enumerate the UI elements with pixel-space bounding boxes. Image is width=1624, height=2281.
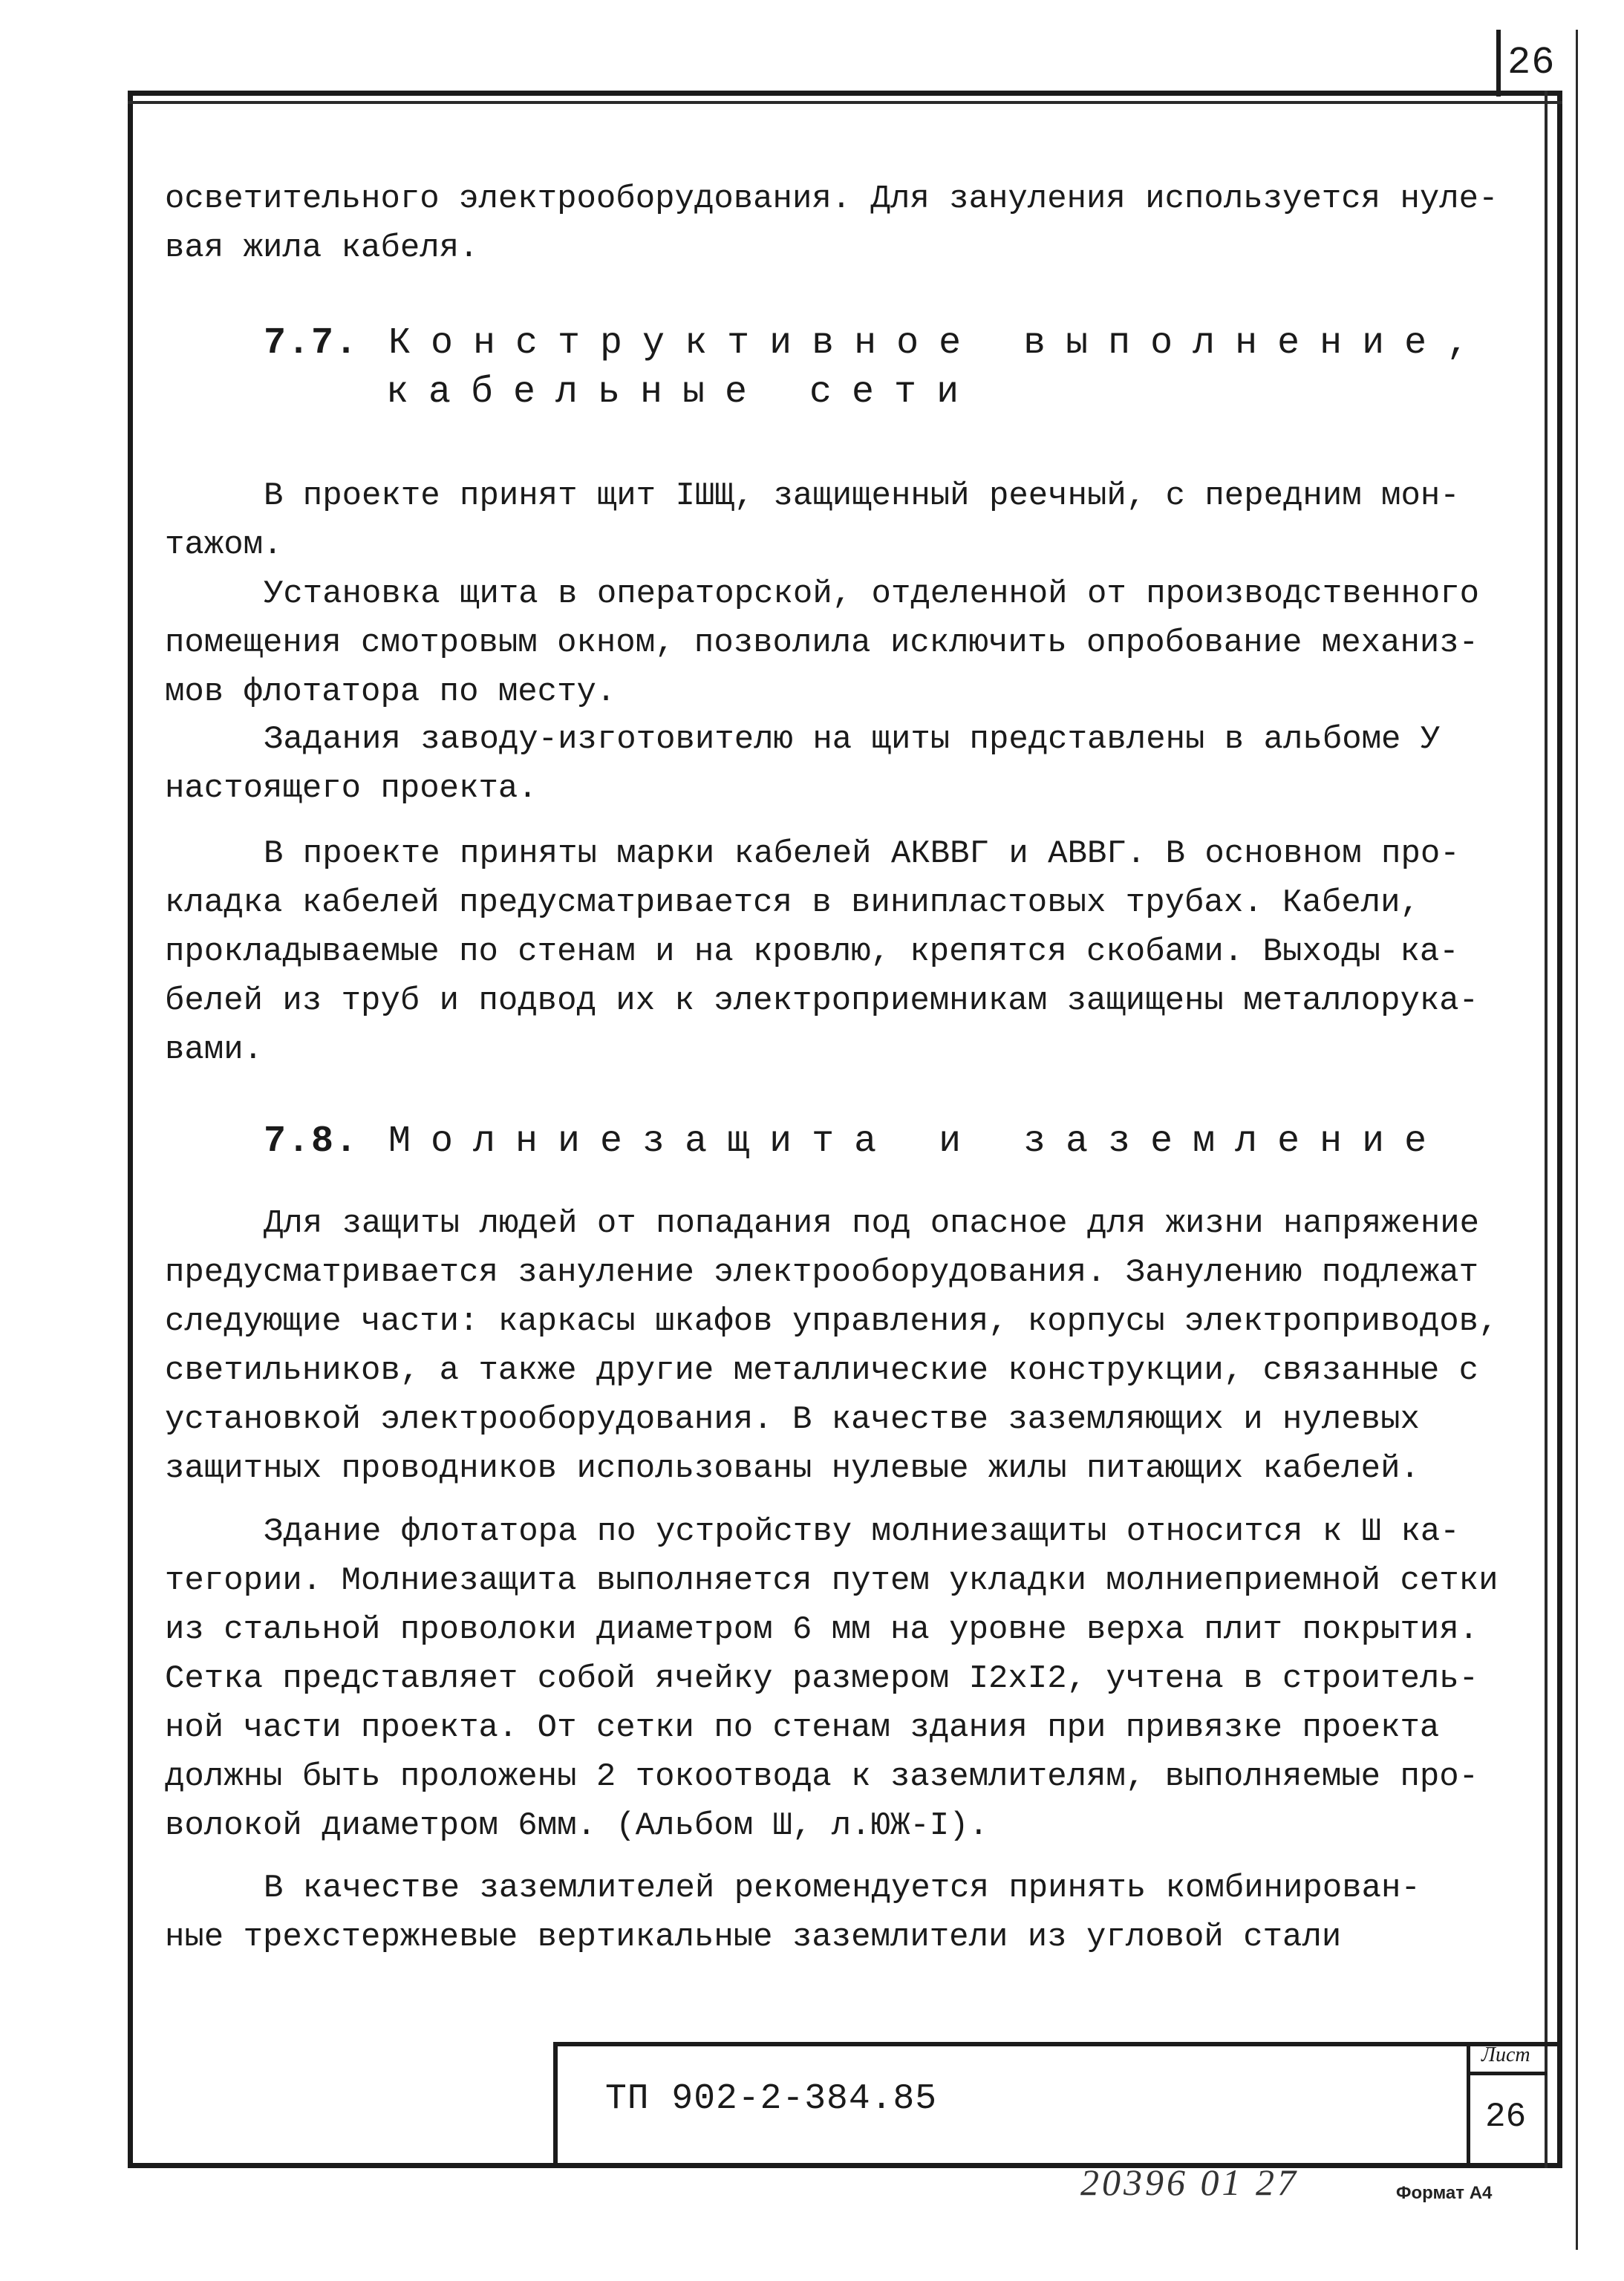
text-line: защитных проводников использованы нулевые жилы питающих кабелей. [165,1450,1420,1487]
paragraph-77-2 [165,570,1531,717]
section-7-7-heading-line2 [386,368,979,417]
text-line: вами. [165,1031,264,1068]
frame-inner-right [1545,91,1548,2168]
section-number: 7.7. [264,322,359,365]
text-line: Для защиты людей от попадания под опасное для жизни напряжение [264,1205,1480,1242]
text-line: должны быть проложены 2 токоотвода к заземлителям, выполняемые про- [165,1758,1479,1795]
text-line: кладка кабелей предусматривается в винипластовых трубах. Кабели, [165,884,1420,921]
text-line: ные трехстержневые вертикальные заземлители из угловой стали [165,1919,1342,1956]
text-line: прокладываемые по стенам и на кровлю, крепятся скобами. Выходы ка- [165,933,1459,970]
paragraph-77-3 [165,715,1531,813]
text-line: осветительного электрооборудования. Для зануления используется нуле- [165,180,1499,218]
text-line: мов флотатора по месту. [165,673,616,711]
sheet-number: 26 [1485,2098,1527,2136]
section-title: Молниезащита и заземление [388,1120,1447,1163]
text-line: тажом. [165,526,283,564]
format-label: Формат А4 [1396,2183,1493,2203]
document-code: ТП 902-2-384.85 [605,2079,938,2119]
text-line: настоящего проекта. [165,770,538,807]
text-line: из стальной проволоки диаметром 6 мм на уровне верха плит покрытия. [165,1611,1479,1648]
paragraph-77-1 [165,471,1531,570]
paragraph-78-2 [165,1507,1531,1850]
section-7-7-heading [264,319,1489,368]
text-line: В проекте приняты марки кабелей АКВВГ и АВВГ. В основном про- [264,835,1460,872]
top-corner-line [1496,30,1501,97]
text-line: светильников, а также другие металлические конструкции, связанные с [165,1352,1479,1389]
text-line: белей из труб и подвод их к электроприемникам защищены металлорука- [165,982,1479,1019]
section-title-line1: Конструктивное выполнение, [388,322,1490,365]
handwritten-number: 20396 01 27 [1080,2161,1299,2203]
section-title-line2: кабельные сети [386,371,979,414]
text-line: Задания заводу-изготовителю на щиты представлены в альбоме У [264,721,1441,758]
frame-inner-top [128,101,1562,104]
text-line: ной части проекта. От сетки по стенам здания при привязке проекта [165,1709,1440,1746]
right-edge-line [1576,30,1578,2250]
paragraph-78-1 [165,1199,1531,1493]
corner-page-number: 26 [1507,41,1556,85]
text-line: волокой диаметром 6мм. (Альбом Ш, л.ЮЖ-I). [165,1807,988,1844]
sheet-divider [1467,2072,1547,2075]
text-line: помещения смотровым окном, позволила исключить опробование механиз- [165,624,1479,662]
text-line: установкой электрооборудования. В качестве заземляющих и нулевых [165,1401,1420,1438]
text-line: вая жила кабеля. [165,229,479,267]
text-line: Сетка представляет собой ячейку размером I2хI2, учтена в строитель- [165,1660,1479,1697]
sheet-label: Лист [1481,2043,1530,2066]
paragraph-77-4 [165,829,1531,1074]
text-line: Установка щита в операторской, отделенной от производственного [264,575,1480,613]
text-line: В проекте принят щит IШЩ, защищенный реечный, с передним мон- [264,477,1460,515]
text-line: Здание флотатора по устройству молниезащиты относится к Ш ка- [264,1513,1460,1550]
text-line: В качестве заземлителей рекомендуется принять комбинирован- [264,1870,1421,1907]
paragraph-intro [165,174,1531,273]
text-line: тегории. Молниезащита выполняется путем укладки молниеприемной сетки [165,1562,1499,1599]
section-number: 7.8. [264,1120,359,1163]
section-7-8-heading [264,1117,1447,1166]
paragraph-78-3 [165,1864,1531,1962]
text-line: следующие части: каркасы шкафов управления, корпусы электроприводов, [165,1303,1499,1340]
text-line: предусматривается зануление электрооборудования. Занулению подлежат [165,1254,1479,1291]
